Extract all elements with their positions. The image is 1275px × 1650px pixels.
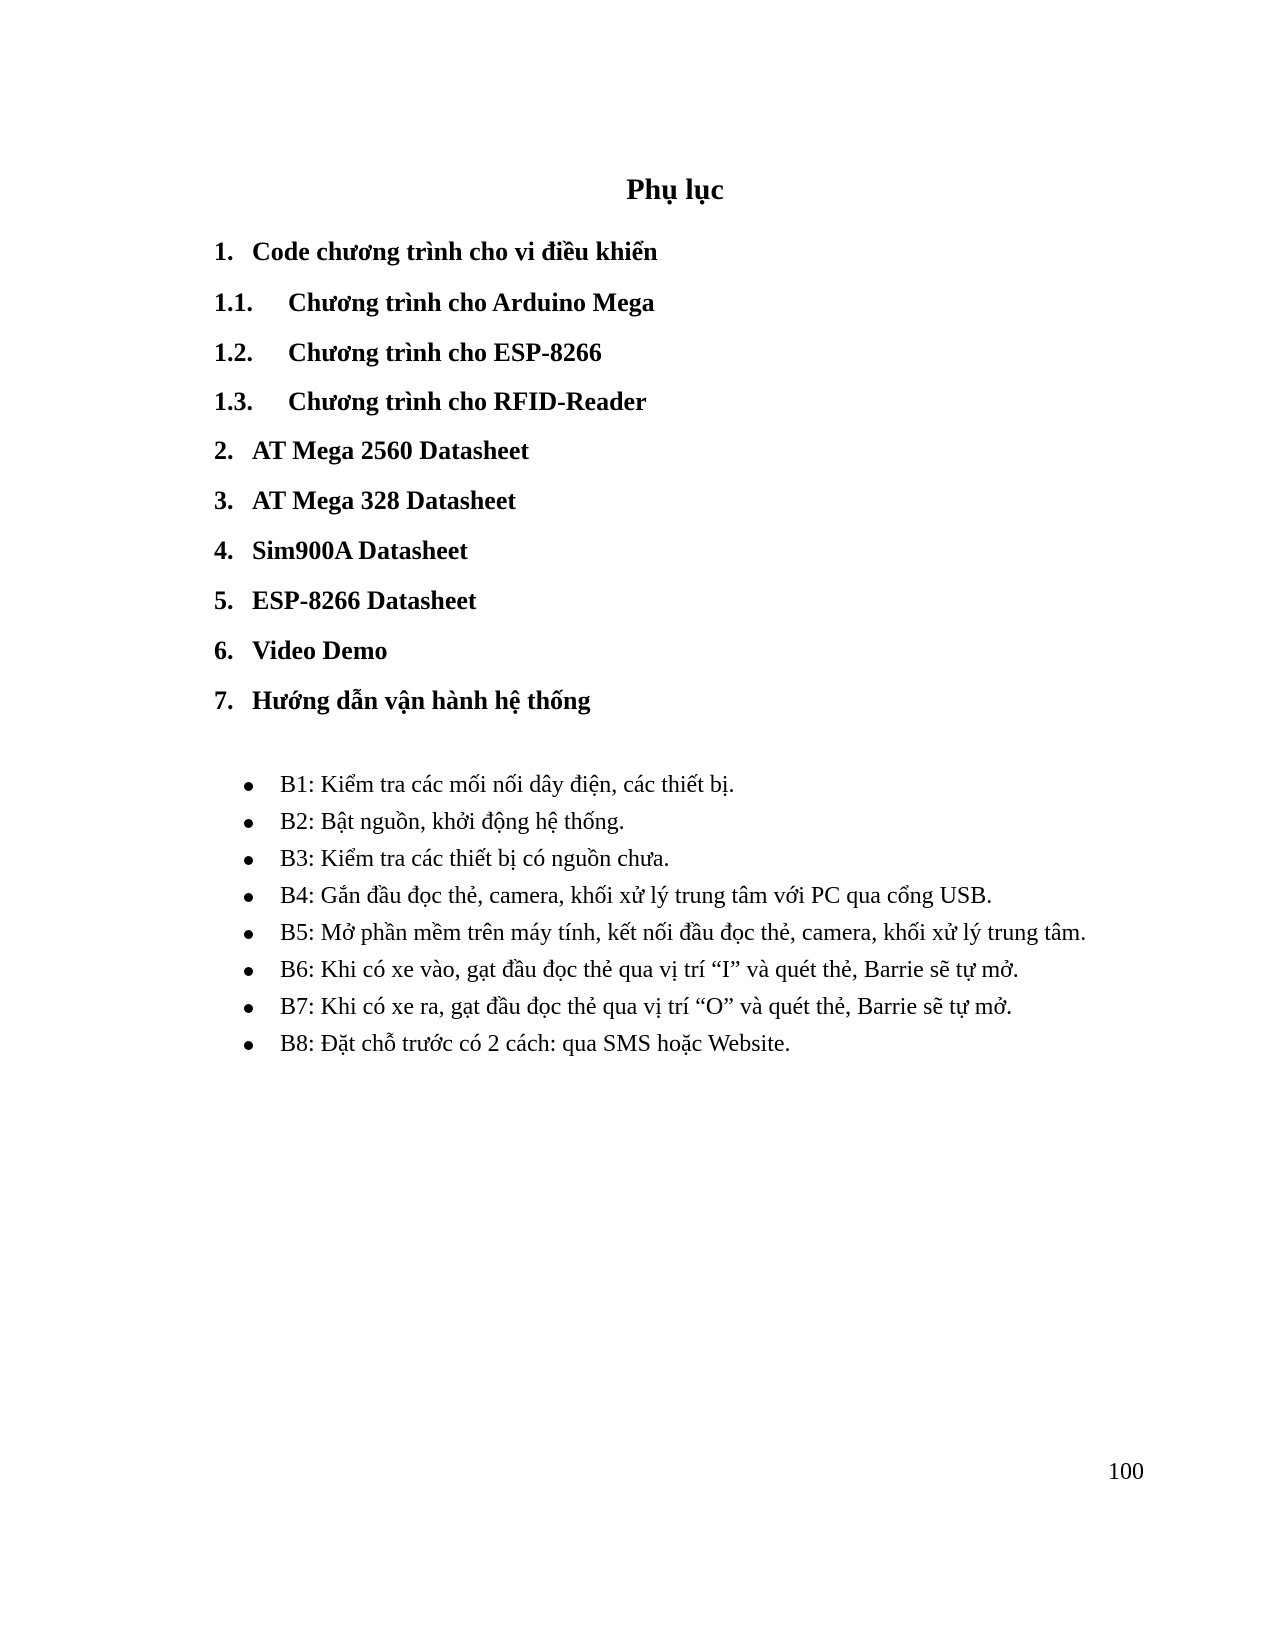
bullet-icon <box>244 1004 253 1013</box>
bullet-icon <box>244 782 253 791</box>
step-text: B8: Đặt chỗ trước có 2 cách: qua SMS hoặc Website. <box>280 1031 791 1057</box>
list-item <box>240 842 1140 876</box>
heading-number: 4. <box>214 536 234 565</box>
heading-text: Chương trình cho RFID-Reader <box>288 387 647 416</box>
bullet-icon <box>244 819 253 828</box>
bullet-icon <box>244 893 253 902</box>
list-item <box>240 1027 1140 1061</box>
heading-text: Code chương trình cho vi điều khiển <box>252 237 658 266</box>
heading-1-2 <box>214 337 602 369</box>
bullet-icon <box>244 1041 253 1050</box>
heading-text: Chương trình cho Arduino Mega <box>288 288 655 317</box>
heading-text: ESP-8266 Datasheet <box>252 586 477 615</box>
list-item <box>240 916 1140 950</box>
heading-6 <box>214 635 388 667</box>
list-item <box>240 953 1140 987</box>
heading-7 <box>214 685 591 717</box>
heading-text: AT Mega 328 Datasheet <box>252 486 517 515</box>
step-text: B1: Kiểm tra các mối nối dây điện, các thiết bị. <box>280 772 735 798</box>
page-number: 100 <box>1108 1459 1144 1485</box>
heading-number: 1.3. <box>214 387 253 416</box>
bullet-icon <box>244 967 253 976</box>
heading-number: 2. <box>214 436 234 465</box>
heading-2 <box>214 435 529 467</box>
heading-number: 3. <box>214 486 234 515</box>
step-text: B4: Gắn đầu đọc thẻ, camera, khối xử lý trung tâm với PC qua cổng USB. <box>280 883 993 909</box>
heading-text: Video Demo <box>252 636 388 665</box>
heading-text: Sim900A Datasheet <box>252 536 468 565</box>
heading-text: Hướng dẫn vận hành hệ thống <box>252 686 591 715</box>
heading-number: 5. <box>214 586 234 615</box>
page-title: Phụ lục <box>626 173 724 206</box>
list-item <box>240 879 1140 913</box>
heading-text: AT Mega 2560 Datasheet <box>252 436 530 465</box>
heading-text: Chương trình cho ESP-8266 <box>288 338 602 367</box>
bullet-icon <box>244 856 253 865</box>
heading-1-1 <box>214 287 655 319</box>
heading-number: 1. <box>214 237 234 266</box>
bullet-icon <box>244 930 253 939</box>
heading-1-3 <box>214 386 647 418</box>
step-text: B5: Mở phần mềm trên máy tính, kết nối đầu đọc thẻ, camera, khối xử lý trung tâm. <box>280 920 1087 946</box>
step-text: B3: Kiểm tra các thiết bị có nguồn chưa. <box>280 846 670 872</box>
heading-number: 1.1. <box>214 288 253 317</box>
list-item <box>240 805 1140 839</box>
step-text: B7: Khi có xe ra, gạt đầu đọc thẻ qua vị trí “O” và quét thẻ, Barrie sẽ tự mở. <box>280 994 1013 1020</box>
step-text: B2: Bật nguồn, khởi động hệ thống. <box>280 809 625 835</box>
steps-list <box>240 768 1140 1064</box>
heading-3 <box>214 485 516 517</box>
heading-number: 1.2. <box>214 338 253 367</box>
heading-1 <box>214 236 658 268</box>
heading-5 <box>214 585 477 617</box>
list-item <box>240 990 1140 1024</box>
list-item <box>240 768 1140 802</box>
heading-number: 7. <box>214 686 234 715</box>
heading-number: 6. <box>214 636 234 665</box>
step-text: B6: Khi có xe vào, gạt đầu đọc thẻ qua vị trí “I” và quét thẻ, Barrie sẽ tự mở. <box>280 957 1019 983</box>
heading-4 <box>214 535 468 567</box>
